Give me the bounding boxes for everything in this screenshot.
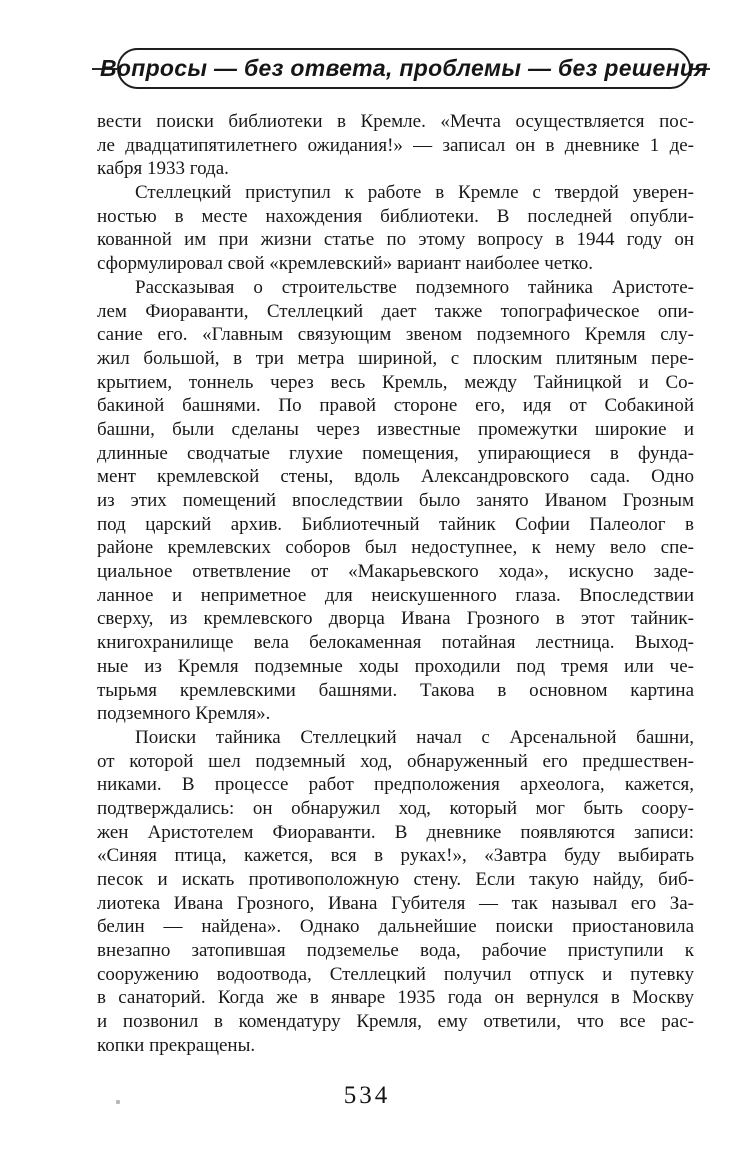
text-line: от которой шел подземный ход, обнаруженный его предшествен- (97, 750, 694, 772)
text-line: внезапно затопившая подземелье вода, рабочие приступили к (97, 940, 694, 962)
paragraph (97, 181, 694, 276)
text-line: белин — найдена». Однако дальнейшие поиски приостановила (97, 916, 694, 938)
text-line: никами. В процессе работ предположения археолога, кажется, (97, 774, 694, 796)
page-number: 534 (343, 1082, 391, 1109)
text-line: тырьмя кремлевскими башнями. Такова в основном картина (97, 679, 694, 701)
text-line: Рассказывая о строительстве подземного тайника Аристоте- (135, 276, 694, 298)
text-line: жен Аристотелем Фиораванти. В дневнике появляются записи: (97, 821, 694, 843)
text-line: мент кремлевской стены, вдоль Александровского сада. Одно (97, 466, 694, 488)
paragraph (97, 110, 694, 181)
text-line: копки прекращены. (97, 1034, 256, 1056)
text-line: Стеллецкий приступил к работе в Кремле с твердой уверен- (135, 182, 694, 204)
text-line: сверху, из кремлевского дворца Ивана Грозного в этот тайник- (97, 608, 694, 630)
text-line: в санаторий. Когда же в январе 1935 года он вернулся в Москву (97, 987, 694, 1009)
text-line: «Синяя птица, кажется, вся в руках!», «Завтра буду выбирать (97, 845, 694, 867)
text-line: и позвонил в комендатуру Кремля, ему ответили, что все рас- (97, 1011, 694, 1033)
text-line: бакиной башнями. По правой стороне его, идя от Собакиной (97, 395, 694, 417)
text-line: длинные сводчатые глухие помещения, упирающиеся в фунда- (97, 442, 694, 464)
chapter-header (92, 48, 710, 89)
text-line: подтверждались: он обнаружил ход, который мог быть соору- (97, 797, 694, 819)
text-line: подземного Кремля». (97, 703, 271, 725)
text-line: сооружению водоотвода, Стеллецкий получил отпуск и путевку (97, 963, 694, 985)
text-line: сание его. «Главным связующим звеном подземного Кремля слу- (97, 324, 694, 346)
text-line: кованной им при жизни статье по этому вопросу в 1944 году он (97, 229, 694, 251)
scan-artifact-dot (116, 1100, 120, 1104)
text-line: кабря 1933 года. (97, 158, 229, 180)
text-line: башни, были сделаны через известные промежутки широкие и (97, 418, 694, 440)
paragraph (97, 276, 694, 726)
text-line: лиотека Ивана Грозного, Ивана Губителя — так называл его За- (97, 892, 694, 914)
text-line: ные из Кремля подземные ходы проходили под тремя или че- (97, 655, 694, 677)
text-line: жил большой, в три метра шириной, с плоским плитяным пере- (97, 347, 694, 369)
paragraph (97, 726, 694, 1058)
text-line: циальное ответвление от «Макарьевского хода», искусно заде- (97, 561, 694, 583)
text-line: песок и искать противоположную стену. Если такую найду, биб- (97, 869, 694, 890)
text-line: вести поиски библиотеки в Кремле. «Мечта осуществляется пос- (97, 111, 694, 132)
chapter-header-pill (99, 48, 709, 89)
text-line: книгохранилище вела белокаменная потайная лестница. Выход- (97, 632, 694, 654)
text-line: лем Фиораванти, Стеллецкий дает также топографическое опи- (97, 300, 694, 322)
text-line: Поиски тайника Стеллецкий начал с Арсенальной башни, (135, 726, 694, 748)
text-line: сформулировал свой «кремлевский» вариант наиболее четко. (97, 253, 594, 275)
text-line: из этих помещений впоследствии было занято Иваном Грозным (97, 490, 694, 511)
text-line: ланное и неприметное для неискушенного глаза. Впоследствии (97, 584, 694, 606)
text-line: под царский архив. Библиотечный тайник Софии Палеолог в (97, 513, 694, 535)
text-line: ле двадцатипятилетнего ожидания!» — записал он в дневнике 1 де- (97, 134, 694, 156)
chapter-title: Вопросы — без ответа, проблемы — без решения (99, 54, 709, 82)
text-line: крытием, тоннель через весь Кремль, между Тайницкой и Со- (97, 371, 694, 393)
text-line: ностью в месте нахождения библиотеки. В последней опубли- (97, 205, 694, 227)
body-text (97, 110, 694, 1058)
text-line: районе кремлевских соборов был недоступнее, к нему вело спе- (97, 537, 694, 559)
